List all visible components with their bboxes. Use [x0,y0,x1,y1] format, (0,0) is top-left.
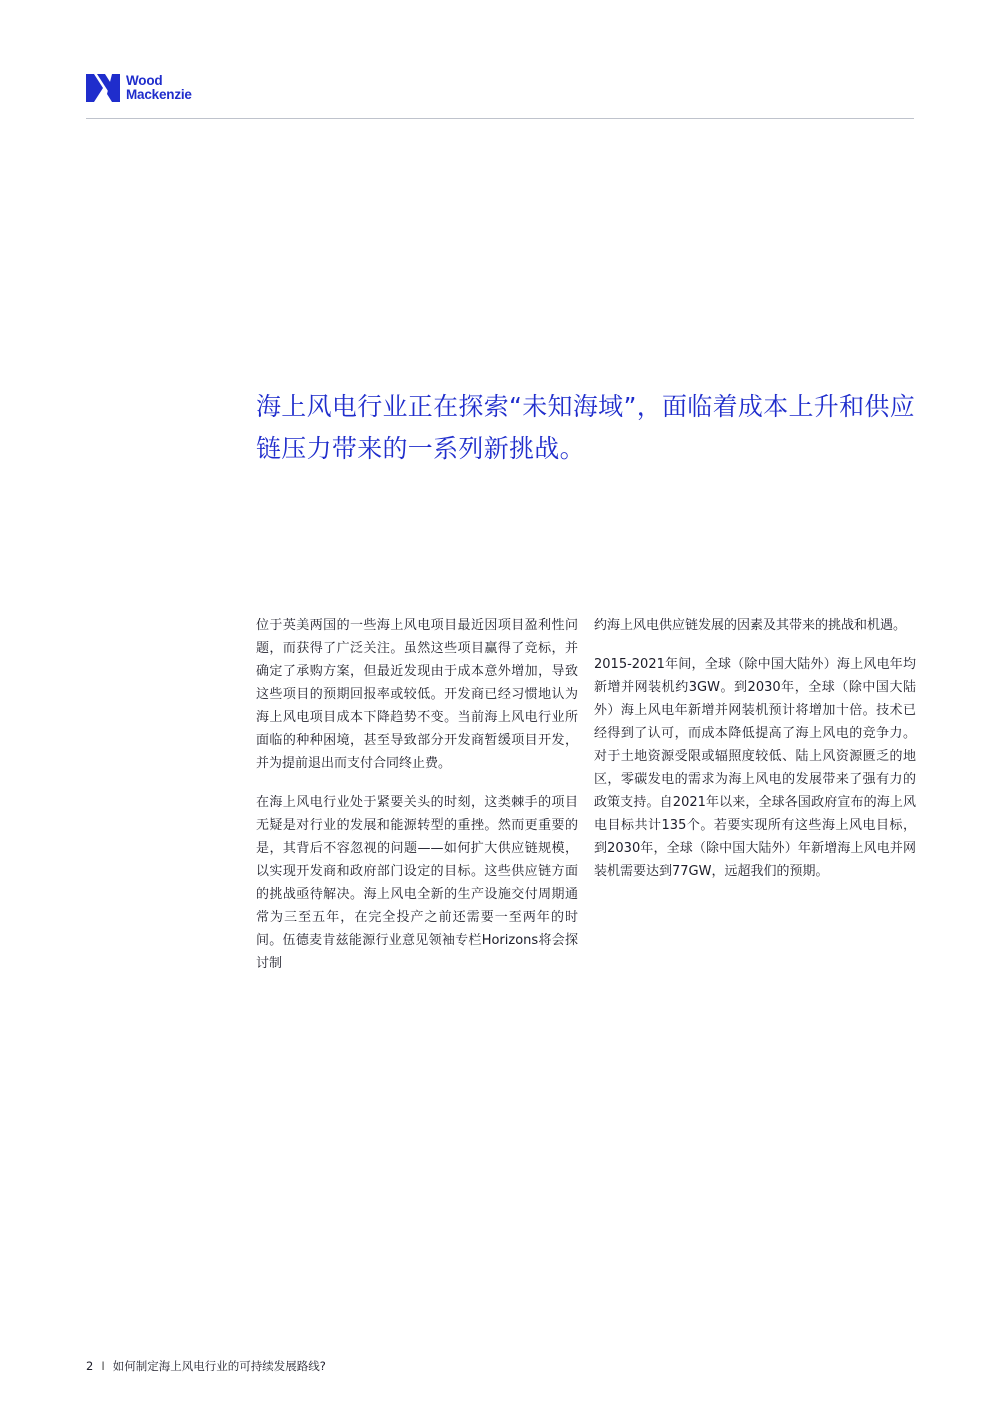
wood-mackenzie-logo [86,74,192,102]
body-paragraph: 位于英美两国的一些海上风电项目最近因项目盈利性问题，而获得了广泛关注。虽然这些项目赢得了竞标，并确定了承购方案，但最近发现由于成本意外增加，导致这些项目的预期回报率或较低。开发商已经习惯地认为海上风电项目成本下降趋势不变。当前海上风电行业所面临的种种困境，甚至导致部分开发商暂缓项目开发，并为提前退出而支付合同终止费。 [256,618,578,771]
logo-line-1: Wood [126,73,163,88]
body-paragraph: 约海上风电供应链发展的因素及其带来的挑战和机遇。 [594,618,907,633]
body-paragraph: 在海上风电行业处于紧要关头的时刻，这类棘手的项目无疑是对行业的发展和能源转型的重挫。然而更重要的是，其背后不容忽视的问题——如何扩大供应链规模，以实现开发商和政府部门设定的目标。这些供应链方面的挑战亟待解决。海上风电全新的生产设施交付周期通常为三至五年，在完全投产之前还需要一至两年的时间。伍德麦肯兹能源行业意见领袖专栏Horizons将会探讨制 [256,795,578,971]
logo-wordmark [126,74,192,102]
footer-title: 如何制定海上风电行业的可持续发展路线? [112,1359,326,1373]
page-headline: 海上风电行业正在探索“未知海域”，面临着成本上升和供应链压力带来的一系列新挑战。 [256,392,916,463]
page-number: 2 [86,1359,94,1373]
body-paragraph: 2015-2021年间，全球（除中国大陆外）海上风电年均新增并网装机约3GW。到2030年，全球（除中国大陆外）海上风电年新增并网装机预计将增加十倍。技术已经得到了认可，而成本降低提高了海上风电的竞争力。对于土地资源受限或辐照度较低、陆上风资源匮乏的地区，零碳发电的需求为海上风电的发展带来了强有力的政策支持。自2021年以来，全球各国政府宣布的海上风电目标共计135个。若要实现所有这些海上风电目标，到2030年，全球（除中国大陆外）年新增海上风电并网装机需要达到77GW，远超我们的预期。 [594,657,916,879]
body-column-left [256,614,578,991]
header-divider [86,118,914,119]
wood-mackenzie-logo-icon [86,74,120,102]
page-footer [86,1358,326,1374]
body-column-right [594,614,916,899]
footer-separator: I [101,1359,105,1373]
logo-line-2: Mackenzie [126,87,192,102]
